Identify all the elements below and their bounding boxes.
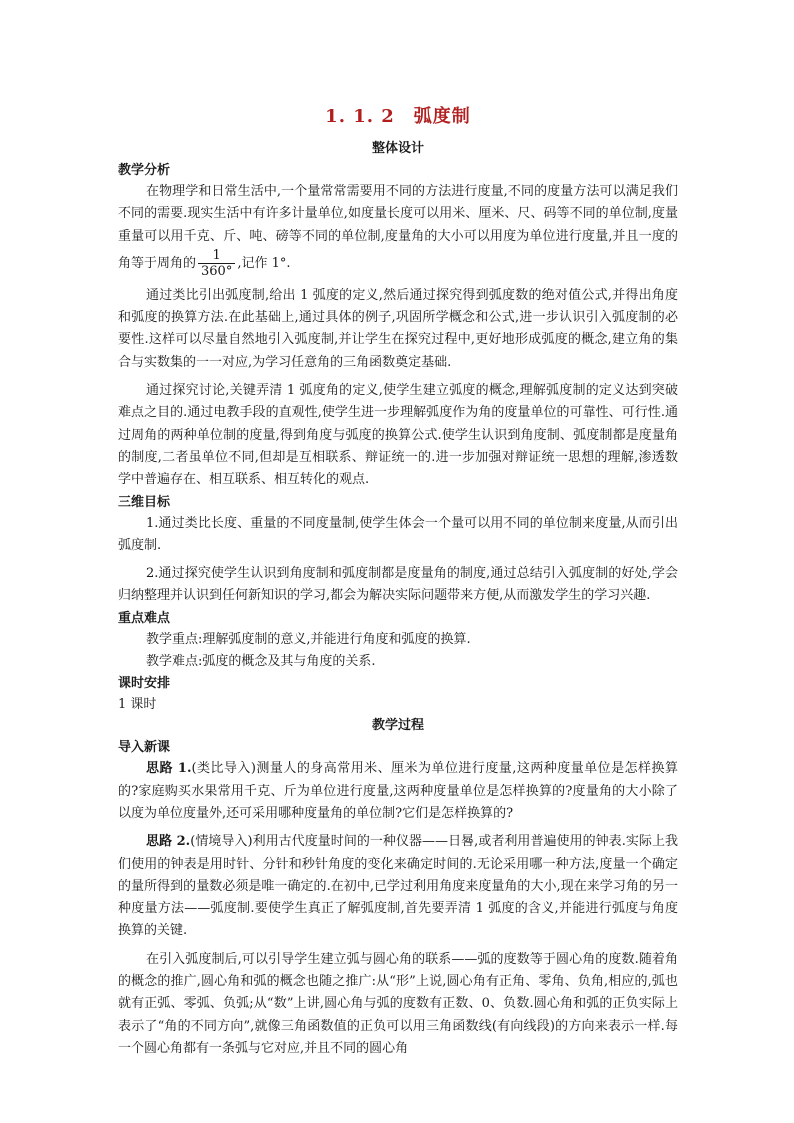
paragraph-exploration: 通过探究讨论,关键弄清 1 弧度角的定义,使学生建立弧度的概念,理解弧度制的定义达到突破难点之目的.通过电教手段的直观性,使学生进一步理解弧度作为角的度量单位的可靠性、可行性.通过周角的两种单位制的度量,得到角度与弧度的换算公式.使学生认识到角度制、弧度制都是度量角的制度,二者虽单位不同,但却是互相联系、辩证统一的.进一步加强对辩证统一思想的理解,渗透数学中普遍存在、相互联系、相互转化的观点. xyxy=(118,383,678,488)
paragraph-measurement-intro xyxy=(118,181,678,279)
schedule-text: 1 课时 xyxy=(118,697,157,713)
paragraph-text: 在物理学和日常生活中,一个量常常需要用不同的方法进行度量,不同的度量方法可以满足我们不同的需要.现实生活中有许多计量单位,如度量长度可以用米、厘米、尺、码等不同的单位制,度量重量可以用千克、斤、吨、磅等不同的单位制,度量角的大小可以用度为单位进行度量,并且一度的角等于周角的 xyxy=(118,184,678,271)
heading-teaching-analysis: 教学分析 xyxy=(118,163,171,178)
idea-1-text: (类比导入)测量人的身高常用米、厘米为单位进行度量,这两种度量单位是怎样换算的?家庭购买水果常用千克、斤为单位进行度量,这两种度量单位是怎样换算的?度量角的大小除了以度为单位度量外,还可采用哪种度量角的单位制?它们是怎样换算的? xyxy=(118,761,678,821)
document-page xyxy=(118,104,678,1060)
heading-three-goals: 三维目标 xyxy=(118,494,171,510)
idea-2-paragraph xyxy=(118,831,678,942)
idea-1-label: 思路 1. xyxy=(146,761,192,777)
heading-lesson-intro: 导入新课 xyxy=(118,740,171,756)
paragraph-text-tail: ,记作 1°. xyxy=(237,255,291,271)
idea-1-paragraph xyxy=(118,758,678,825)
section-title: 1. 1. 2 弧度制 xyxy=(325,106,471,127)
goal-item-1: 1.通过类比长度、重量的不同度量制,使学生体会一个量可以用不同的单位制来度量,从而引出弧度制. xyxy=(118,515,678,553)
goal-item-2: 2.通过探究使学生认识到角度制和弧度制都是度量角的制度,通过总结引入弧度制的好处,学会归纳整理并认识到任何新知识的学习,都会为解决实际问题带来方便,从而激发学生的学习兴趣. xyxy=(118,566,678,604)
difficulty-text: 教学难点:弧度的概念及其与角度的关系. xyxy=(146,654,376,670)
key-point-text: 教学重点:理解弧度制的意义,并能进行角度和弧度的换算. xyxy=(146,631,471,647)
heading-key-difficulties: 重点难点 xyxy=(118,610,171,626)
subtitle-teaching-process: 教学过程 xyxy=(371,718,424,734)
fraction-one-over-360 xyxy=(198,248,235,279)
fraction-numerator: 1 xyxy=(198,248,235,264)
paragraph-arc-central-angle: 在引入弧度制后,可以引导学生建立弧与圆心角的联系——弧的度数等于圆心角的度数.随着角的概念的推广,圆心角和弧的概念也随之推广:从“形”上说,圆心角有正角、零角、负角,相应的,弧也就有正弧、零弧、负弧;从“数”上讲,圆心角与弧的度数有正数、0、负数.圆心角和弧的正负实际上表示了“角的不同方向”,就像三角函数值的正负可以用三角函数线(有向线段)的方向来表示一样.每一个圆心角都有一条弧与它对应,并且不同的圆心角 xyxy=(118,951,678,1056)
fraction-denominator: 360° xyxy=(201,263,233,279)
paragraph-radian-introduction: 通过类比引出弧度制,给出 1 弧度的定义,然后通过探究得到弧度数的绝对值公式,并得出角度和弧度的换算方法.在此基础上,通过具体的例子,巩固所学概念和公式,进一步认识引入弧度制的必要性.这样可以尽量自然地引入弧度制,并让学生在探究过程中,更好地形成弧度的概念,建立角的集合与实数集的一一对应,为学习任意角的三角函数奠定基础. xyxy=(118,287,678,370)
idea-2-text: (情境导入)利用古代度量时间的一种仪器——日晷,或者利用普遍使用的钟表.实际上我们使用的钟表是用时针、分针和秒针角度的变化来确定时间的.无论采用哪一种方法,度量一个确定的量所得到的量数必须是唯一确定的.在初中,已学过利用角度来度量角的大小,现在来学习角的另一种度量方法——弧度制.要使学生真正了解弧度制,首先要弄清 1 弧度的含义,并能进行弧度与角度换算的关键. xyxy=(118,834,678,939)
subtitle-overall-design: 整体设计 xyxy=(371,141,424,156)
idea-2-label: 思路 2. xyxy=(146,834,191,850)
heading-schedule: 课时安排 xyxy=(118,676,171,692)
